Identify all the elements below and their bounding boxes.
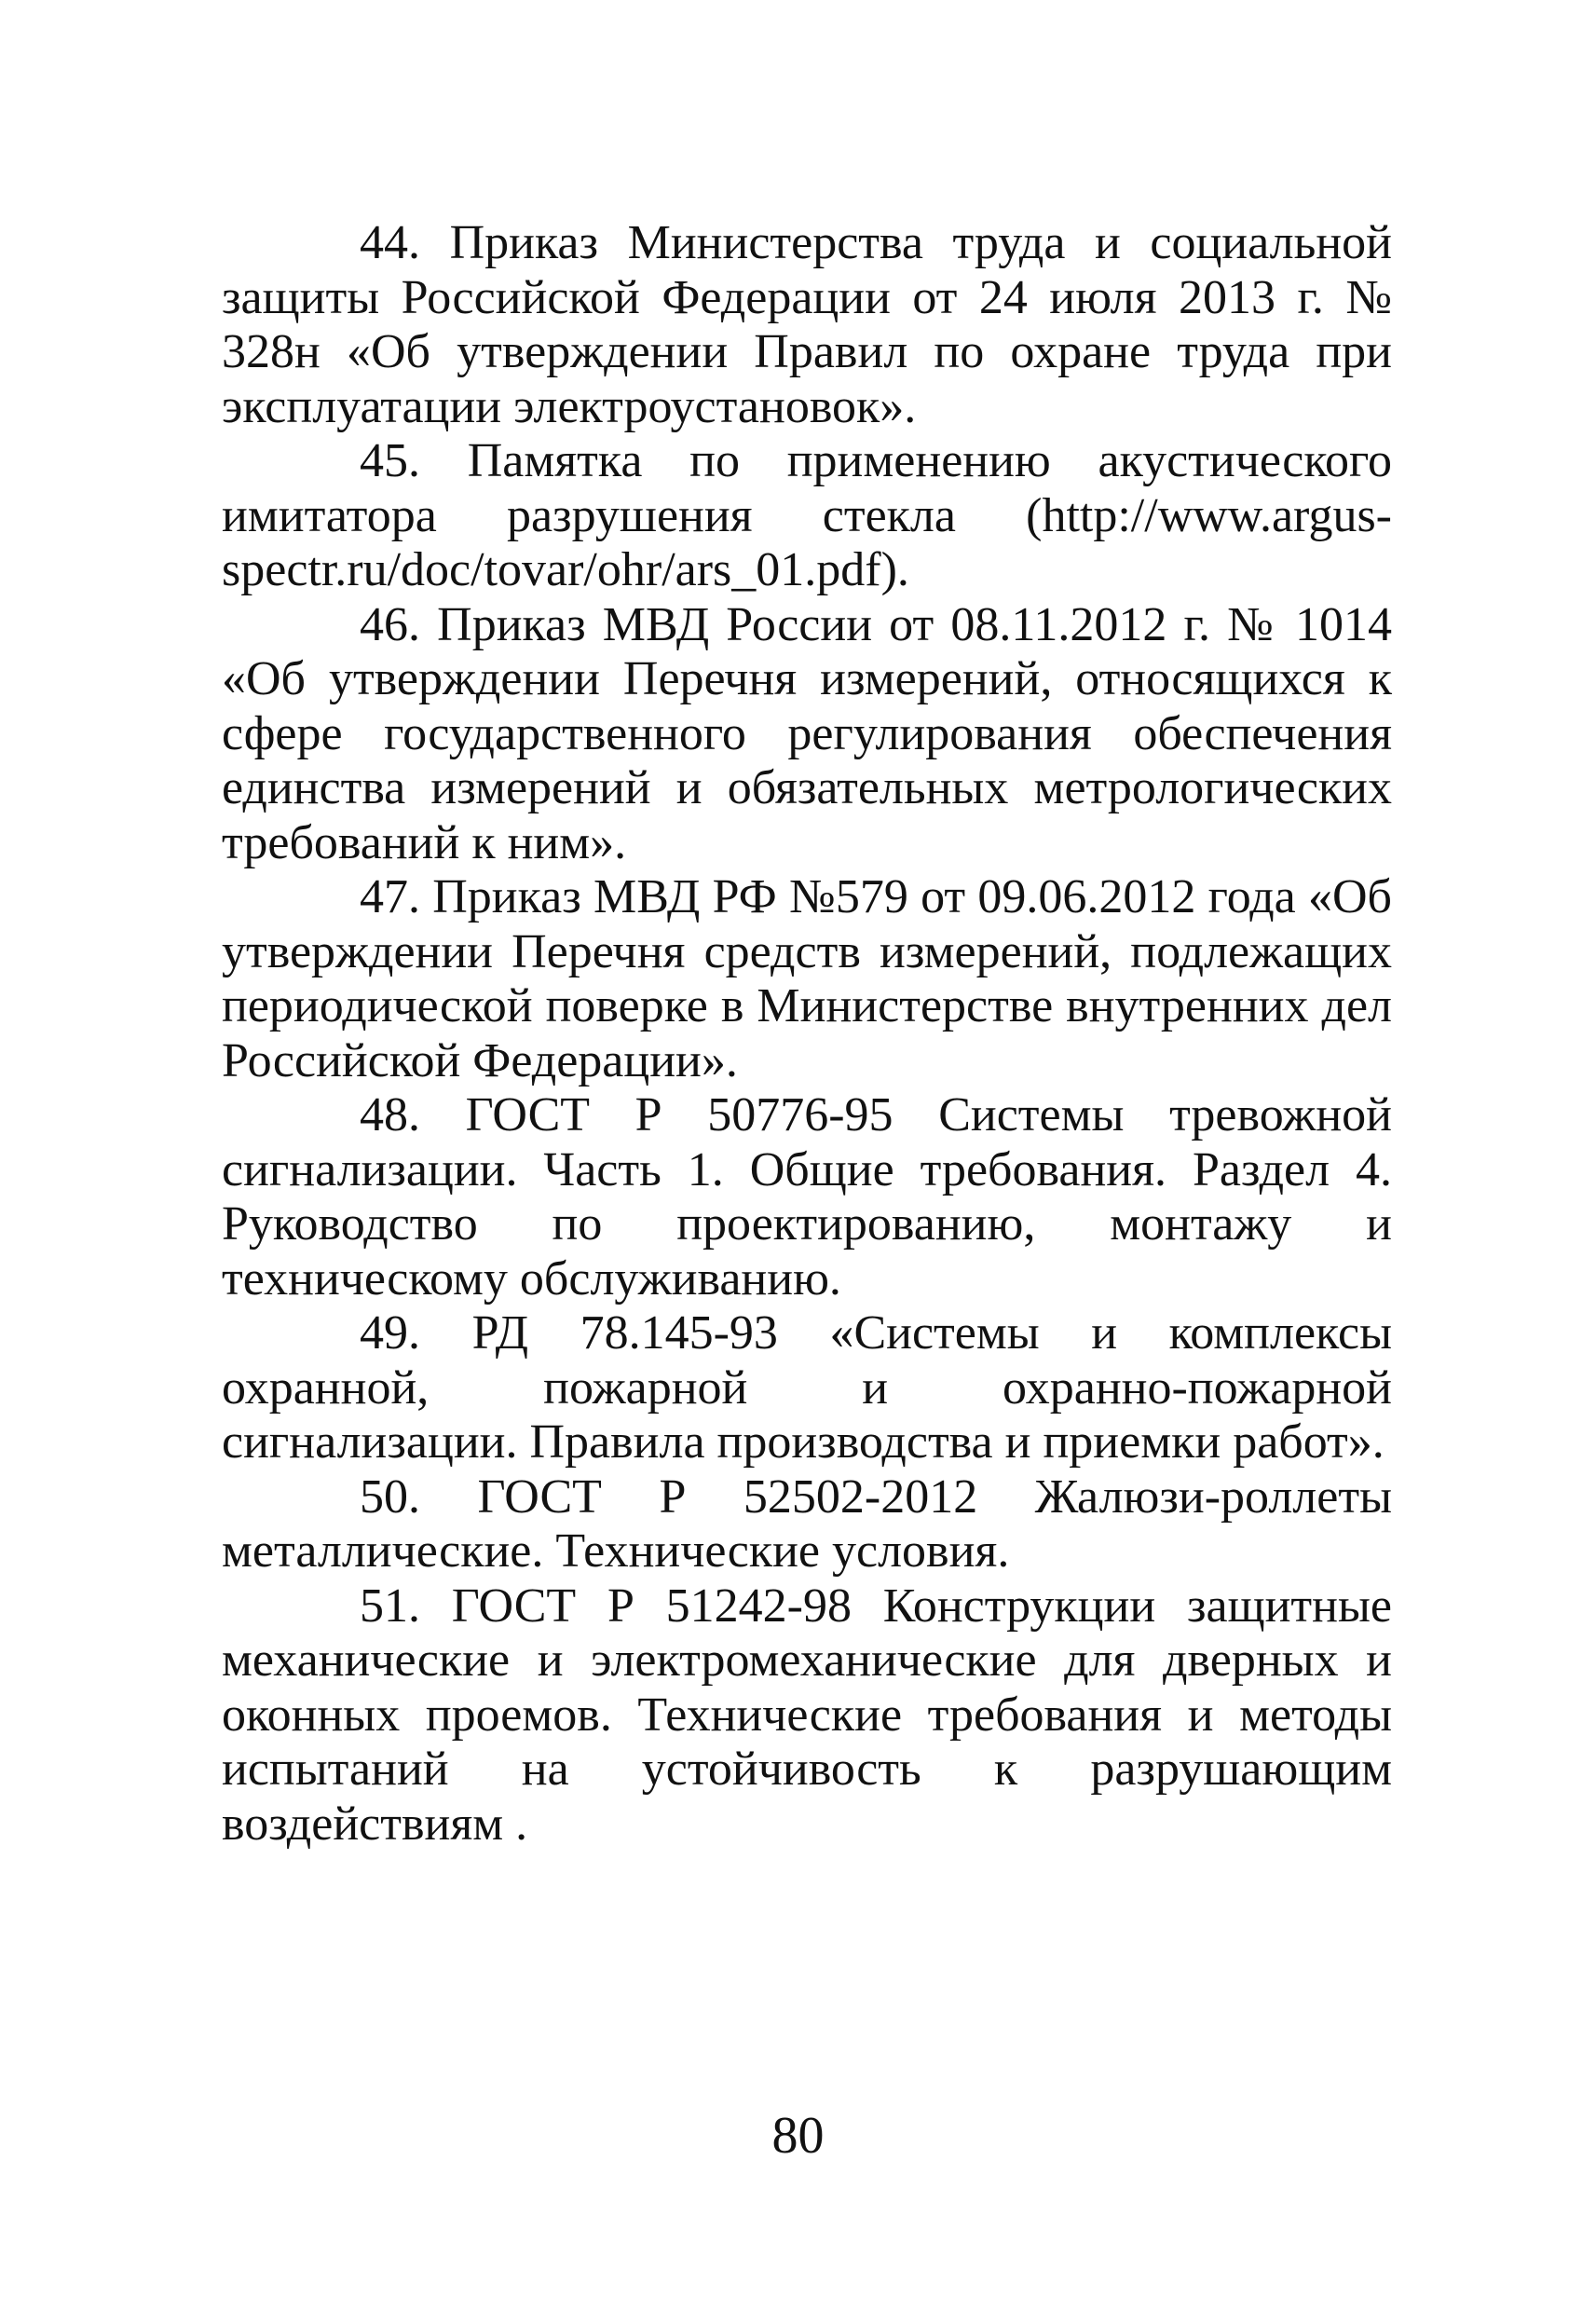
reference-text: ГОСТ Р 52502-2012 Жалюзи-роллеты металлические. Технические условия. — [222, 1469, 1392, 1578]
reference-text: ГОСТ Р 50776-95 Системы тревожной сигнализации. Часть 1. Общие требования. Раздел 4. Руководство по проектированию, монтажу и техническому обслуживанию. — [222, 1088, 1392, 1305]
reference-item-47 — [222, 870, 1392, 1088]
reference-text: РД 78.145-93 «Системы и комплексы охранной, пожарной и охранно-пожарной сигнализации. Правила производства и приемки работ». — [222, 1306, 1393, 1469]
reference-list — [222, 216, 1392, 1852]
reference-number: 45. — [360, 434, 420, 487]
reference-number: 48. — [360, 1088, 420, 1141]
reference-text: ГОСТ Р 51242-98 Конструкции защитные механические и электромеханические для дверных и оконных проемов. Технические требования и методы испытаний на устойчивость к разрушающим воздействиям . — [222, 1579, 1393, 1851]
reference-number: 44. — [360, 216, 420, 269]
reference-item-48 — [222, 1088, 1392, 1306]
reference-item-45 — [222, 434, 1392, 598]
reference-number: 46. — [360, 597, 420, 651]
reference-text: Памятка по применению акустического имитатора разрушения стекла (http://www.argus-spectr.ru/doc/tovar/ohr/ars_01.pdf). — [222, 434, 1392, 596]
reference-number: 50. — [360, 1469, 420, 1524]
page-number: 80 — [771, 2107, 825, 2165]
reference-number: 51. — [360, 1579, 420, 1633]
reference-item-46 — [222, 598, 1392, 871]
reference-item-50 — [222, 1470, 1392, 1579]
reference-number: 49. — [360, 1306, 420, 1360]
reference-number: 47. — [360, 870, 420, 923]
reference-item-51 — [222, 1579, 1392, 1852]
reference-text: Приказ МВД России от 08.11.2012 г. № 1014 «Об утверждении Перечня измерений, относящихся к сфере государственного регулирования обеспечения единства измерений и обязательных метрологических требований к ним». — [222, 597, 1393, 869]
reference-item-44 — [222, 216, 1392, 434]
reference-item-49 — [222, 1306, 1392, 1470]
reference-text: Приказ Министерства труда и социальной защиты Российской Федерации от 24 июля 2013 г. № 328н «Об утверждении Правил по охране труда при эксплуатации электроустановок». — [222, 216, 1392, 433]
reference-text: Приказ МВД РФ №579 от 09.06.2012 года «Об утверждении Перечня средств измерений, подлежащих периодической поверке в Министерстве внутренних дел Российской Федерации». — [222, 870, 1392, 1087]
